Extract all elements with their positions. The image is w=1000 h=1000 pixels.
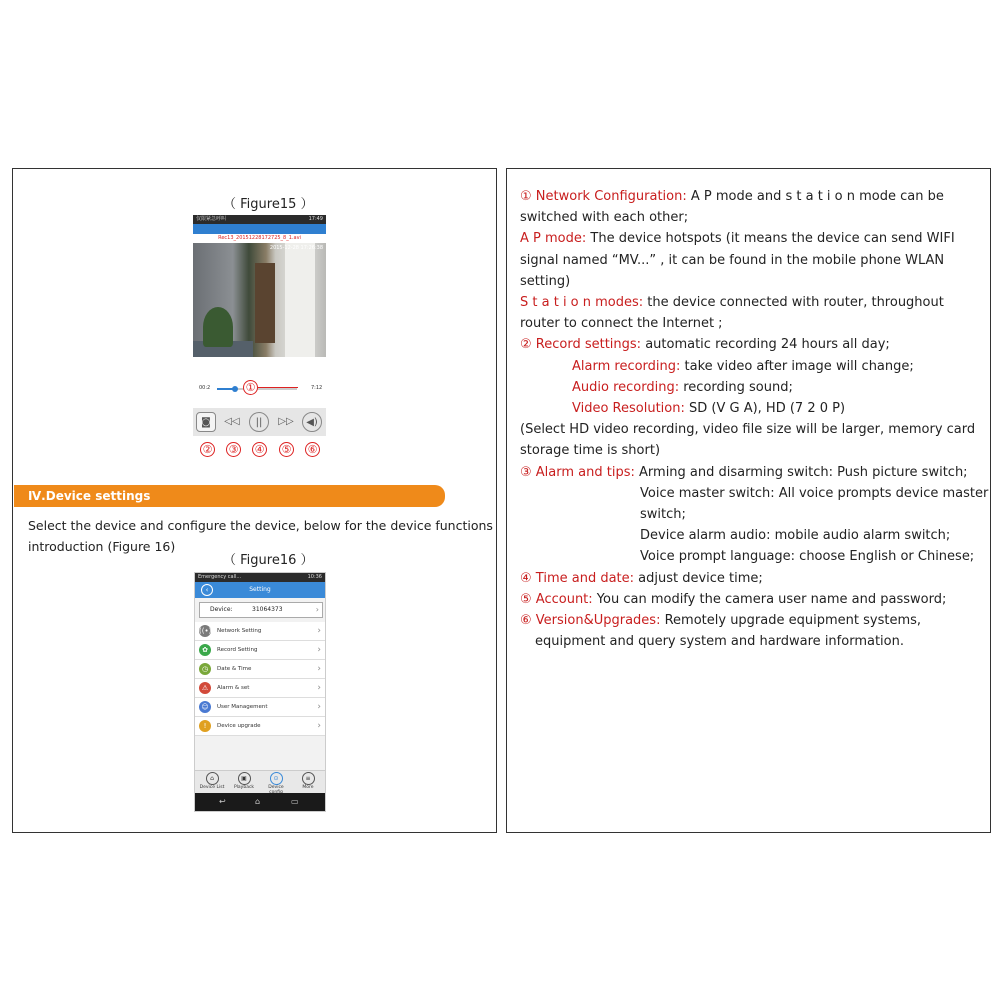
- settings-title: Setting: [249, 586, 271, 593]
- description-line: [640, 507, 686, 522]
- nav-item[interactable]: [293, 772, 323, 790]
- description-text: the device connected with router, throughout: [647, 295, 944, 310]
- fast-forward-icon[interactable]: ▷▷: [278, 416, 294, 427]
- chevron-right-icon: ›: [317, 645, 321, 655]
- description-text: signal named “MV...” , it can be found in the mobile phone WLAN: [520, 252, 945, 268]
- playback-controls: [193, 408, 326, 436]
- description-text: Device alarm audio: mobile audio alarm switch;: [640, 528, 951, 544]
- description-key: ④ Time and date:: [520, 570, 639, 586]
- menu-item-label: Alarm & set: [217, 685, 250, 691]
- chevron-right-icon: ›: [317, 721, 321, 731]
- description-key: Audio recording:: [572, 379, 684, 395]
- menu-item-label: User Management: [217, 704, 268, 710]
- info-icon: !: [199, 720, 211, 732]
- speaker-icon[interactable]: ◀): [302, 412, 322, 432]
- rewind-icon[interactable]: ◁◁: [224, 416, 240, 427]
- description-line: [640, 486, 988, 501]
- description-line: [520, 422, 975, 437]
- bottom-nav: [195, 770, 325, 793]
- settings-menu: [195, 622, 325, 736]
- video-door: [255, 263, 275, 343]
- description-text: switch;: [640, 507, 686, 522]
- time-end: 7:12: [311, 385, 323, 391]
- description-text: Arming and disarming switch: Push picture switch;: [639, 464, 968, 480]
- figure15-phone-screen: [193, 215, 326, 357]
- description-text: SD (V G A), HD (7 2 0 P): [689, 401, 846, 416]
- description-line: [520, 274, 570, 289]
- description-text: Voice prompt language: choose English or Chinese;: [640, 549, 975, 565]
- callout-3: ③: [226, 442, 241, 457]
- nav-item-label: Device: [268, 785, 284, 790]
- nav-item-label: More: [302, 785, 314, 790]
- alarm-icon: ⚠: [199, 682, 211, 694]
- description-key: ① Network Configuration:: [520, 189, 691, 204]
- nav-item-label: Device List: [199, 785, 225, 790]
- video-timestamp: 2015-12-28 17:26:38: [269, 245, 323, 251]
- settings-title-bar: [195, 582, 325, 598]
- description-line: [520, 316, 723, 331]
- description-line: [520, 465, 968, 480]
- recents-nav-icon[interactable]: ▭: [291, 797, 299, 806]
- status-left: Emergency call...: [198, 574, 242, 580]
- menu-item[interactable]: [195, 622, 325, 641]
- menu-item-label: Date & Time: [217, 666, 252, 672]
- description-line: [520, 295, 944, 310]
- description-line: [520, 231, 955, 246]
- chevron-right-icon: ›: [317, 626, 321, 636]
- figure16-caption: （ Figure16 ）: [223, 553, 314, 568]
- callout-1: ①: [243, 380, 258, 395]
- section-description: Select the device and configure the device, below for the device functions introduction (Figure 16): [28, 518, 493, 554]
- callout-2: ②: [200, 442, 215, 457]
- description-key: ⑤ Account:: [520, 591, 597, 607]
- description-line: [520, 613, 921, 628]
- menu-item-label: Record Setting: [217, 647, 258, 653]
- description-text: switched with each other;: [520, 210, 689, 226]
- system-nav-bar: [195, 793, 325, 811]
- back-icon[interactable]: ‹: [201, 584, 213, 596]
- menu-item[interactable]: [195, 641, 325, 660]
- menu-item-label: Device upgrade: [217, 723, 261, 729]
- description-key: A P mode:: [520, 231, 591, 247]
- description-text: storage time is short): [520, 443, 661, 459]
- description-text: (Select HD video recording, video file size will be larger, memory card: [520, 422, 976, 438]
- chevron-right-icon: ›: [317, 702, 321, 712]
- section-header: Ⅳ.Device settings: [14, 485, 445, 507]
- progress-knob[interactable]: [232, 386, 238, 392]
- description-key: ⑥ Version&Upgrades:: [520, 613, 665, 628]
- device-id: 31064373: [252, 606, 283, 613]
- nav-item[interactable]: [229, 772, 259, 790]
- nav-item-label: Playback: [233, 785, 255, 790]
- description-line: [572, 380, 793, 395]
- description-text: automatic recording 24 hours all day;: [645, 337, 890, 353]
- status-bar: [193, 215, 326, 224]
- video-plant: [203, 307, 233, 347]
- status-left: 仅限紧急呼叫: [196, 216, 227, 222]
- pause-icon[interactable]: ||: [249, 412, 269, 432]
- menu-item[interactable]: [195, 717, 325, 736]
- callout-4: ④: [252, 442, 267, 457]
- description-line: [520, 253, 944, 268]
- time-start: 00:2: [199, 385, 211, 391]
- description-text: equipment and query system and hardware information.: [535, 634, 904, 650]
- playback-title-bar: [193, 224, 326, 234]
- description-line: [572, 401, 845, 416]
- description-text: adjust device time;: [638, 570, 763, 586]
- user-icon: ☺: [199, 701, 211, 713]
- gear-icon: ⊙: [270, 772, 283, 785]
- device-label: Device:: [210, 606, 233, 613]
- wifi-icon: ((•)): [199, 627, 215, 635]
- description-text: A P mode and s t a t i o n mode can be: [690, 189, 944, 204]
- playback-progress: [197, 381, 327, 397]
- description-line: [572, 359, 914, 374]
- playback-filename: Rec13_20151228172725_8_1.avi: [218, 235, 301, 241]
- callout-6: ⑥: [305, 442, 320, 457]
- description-text: Voice master switch: All voice prompts device master: [640, 485, 989, 501]
- status-bar: [195, 573, 325, 582]
- video-frame[interactable]: [193, 243, 326, 357]
- description-text: Remotely upgrade equipment systems,: [664, 613, 922, 628]
- description-line: [535, 634, 904, 649]
- home-nav-icon[interactable]: ⌂: [255, 797, 261, 806]
- description-key: S t a t i o n modes:: [520, 295, 648, 310]
- description-line: [520, 592, 946, 607]
- menu-item-label: Network Setting: [217, 628, 262, 634]
- status-time: 10:36: [307, 574, 322, 580]
- chevron-right-icon: ›: [315, 605, 319, 614]
- description-line: [520, 571, 763, 586]
- callout-5: ⑤: [279, 442, 294, 457]
- description-text: You can modify the camera user name and password;: [596, 591, 947, 607]
- chevron-right-icon: ›: [317, 683, 321, 693]
- home-icon: ⌂: [206, 772, 219, 785]
- description-key: ② Record settings:: [520, 337, 646, 353]
- description-key: Alarm recording:: [572, 358, 685, 374]
- video-wall: [285, 243, 315, 357]
- description-text: The device hotspots (it means the device can send WIFI: [590, 231, 955, 247]
- menu-item[interactable]: [195, 679, 325, 698]
- right-panel: [506, 168, 991, 833]
- description-line: [640, 528, 950, 543]
- figure16-phone-screen: [194, 572, 326, 812]
- description-line: [520, 210, 688, 225]
- chevron-right-icon: ›: [317, 664, 321, 674]
- description-text: router to connect the Internet ;: [520, 316, 723, 332]
- nav-item[interactable]: [261, 772, 291, 795]
- playback-icon: ▣: [238, 772, 251, 785]
- status-time: 17:49: [308, 216, 323, 222]
- menu-item[interactable]: [195, 660, 325, 679]
- film-reel-icon: ✿: [199, 644, 211, 656]
- more-icon: ≡: [302, 772, 315, 785]
- figure15-caption: （ Figure15 ）: [223, 197, 314, 212]
- description-text: setting): [520, 273, 571, 289]
- nav-item[interactable]: [197, 772, 227, 790]
- description-key: ③ Alarm and tips:: [520, 464, 640, 480]
- menu-item[interactable]: [195, 698, 325, 717]
- description-key: Video Resolution:: [572, 401, 689, 416]
- clock-icon: ◷: [199, 663, 211, 675]
- callout-1-line: [258, 387, 298, 388]
- description-line: [520, 443, 660, 458]
- description-line: [640, 549, 974, 564]
- back-nav-icon[interactable]: ↩: [219, 797, 226, 806]
- description-text: take video after image will change;: [684, 358, 914, 374]
- description-line: [520, 337, 890, 352]
- device-selector[interactable]: [199, 602, 323, 618]
- left-panel: [12, 168, 497, 833]
- description-text: recording sound;: [683, 379, 793, 395]
- description-line: [520, 189, 944, 204]
- camera-icon[interactable]: ◙: [196, 412, 216, 432]
